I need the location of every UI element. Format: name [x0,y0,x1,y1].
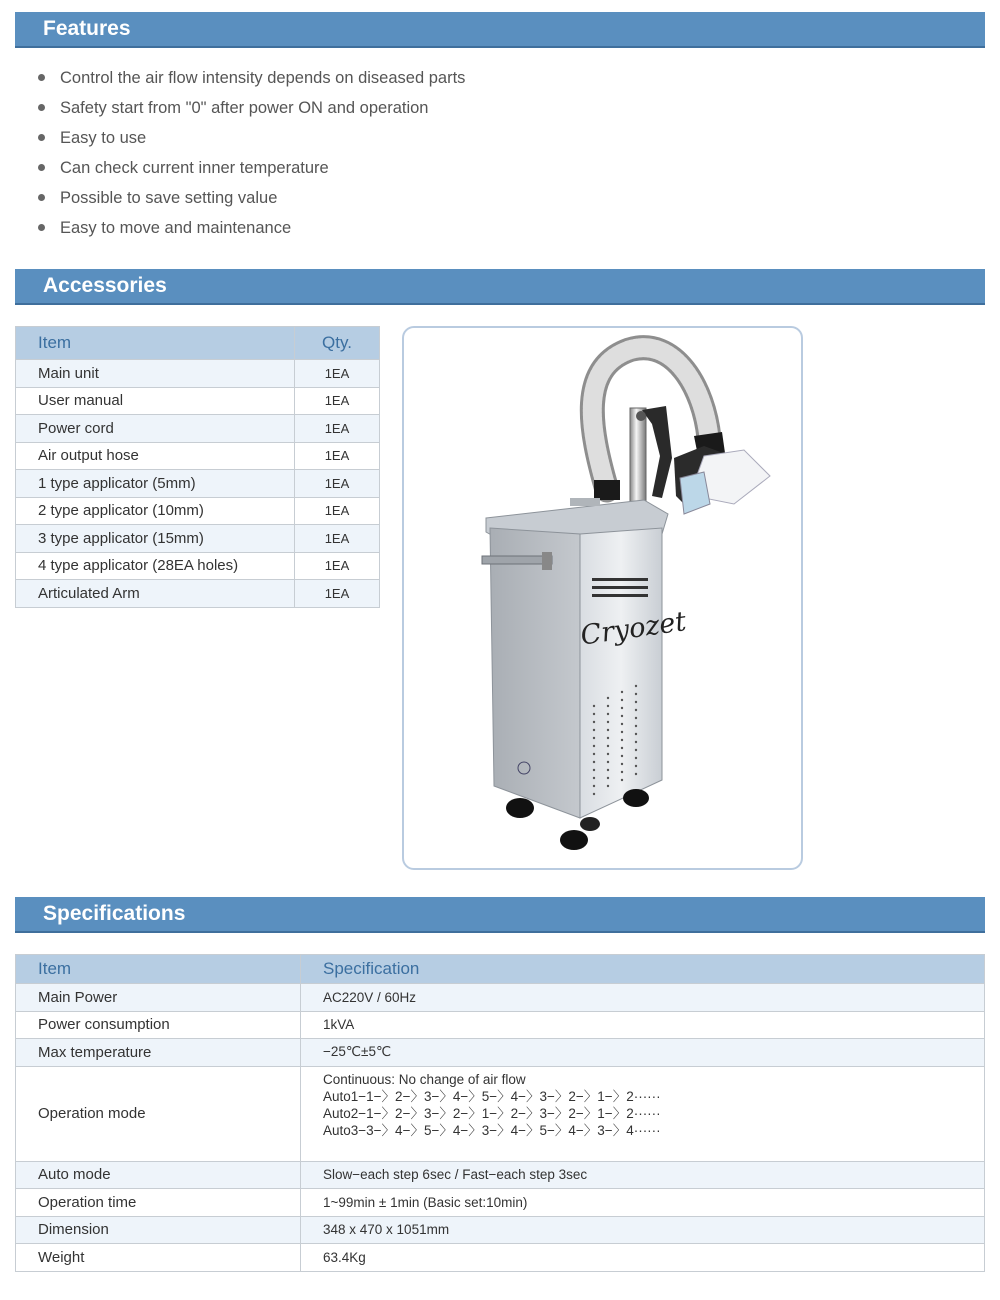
accessory-name: 3 type applicator (15mm) [16,525,295,553]
bullet-icon [38,224,45,231]
accessory-qty: 1EA [295,387,380,415]
bullet-icon [38,194,45,201]
features-list [38,63,465,243]
logo-stripe [592,586,648,589]
table-row [16,1161,985,1189]
table-row [16,580,380,608]
spec-item: Max temperature [16,1039,301,1067]
unit-side-panel [490,528,580,818]
accessories-title: Accessories [43,274,167,297]
spec-item: Auto mode [16,1161,301,1189]
table-header-row [16,327,380,360]
spec-item: Dimension [16,1216,301,1244]
accessory-qty: 1EA [295,415,380,443]
accessory-qty: 1EA [295,552,380,580]
spec-value: 63.4Kg [301,1244,985,1272]
table-row [16,470,380,498]
table-row [16,497,380,525]
feature-item: Can check current inner temperature [38,153,465,183]
spec-item: Main Power [16,984,301,1012]
spec-item: Operation mode [16,1066,301,1161]
specifications-section-header [15,897,985,933]
table-row [16,360,380,388]
accessory-name: 1 type applicator (5mm) [16,470,295,498]
accessory-name: 2 type applicator (10mm) [16,497,295,525]
spec-value [301,1066,985,1161]
bullet-icon [38,134,45,141]
bullet-icon [38,164,45,171]
accessory-name: Air output hose [16,442,295,470]
handle-bracket [542,552,552,570]
accessory-name: User manual [16,387,295,415]
table-row [16,1039,985,1067]
spec-value-line: Auto1−1−〉2−〉3−〉4−〉5−〉4−〉3−〉2−〉1−〉2······ [323,1088,661,1104]
spec-value: AC220V / 60Hz [301,984,985,1012]
table-row [16,442,380,470]
specifications-table [15,954,985,1272]
table-row [16,552,380,580]
spec-value: 1kVA [301,1011,985,1039]
accessories-table [15,326,380,608]
table-row [16,525,380,553]
table-row [16,1011,985,1039]
bullet-icon [38,104,45,111]
logo-stripe [592,578,648,581]
accessory-qty: 1EA [295,497,380,525]
feature-item: Possible to save setting value [38,183,465,213]
accessory-qty: 1EA [295,470,380,498]
spec-item: Operation time [16,1189,301,1217]
product-photo-frame [402,326,803,870]
bullet-icon [38,74,45,81]
features-title: Features [43,17,131,40]
spec-value: 1~99min ± 1min (Basic set:10min) [301,1189,985,1217]
applicator-nozzle [680,472,710,514]
articulated-arm-post [630,408,646,503]
accessory-name: Articulated Arm [16,580,295,608]
table-header-row [16,955,985,984]
feature-item: Safety start from "0" after power ON and operation [38,93,465,123]
hose-fitting-bottom [594,480,620,500]
table-row [16,415,380,443]
caster-wheel [623,789,649,807]
spec-item: Power consumption [16,1011,301,1039]
column-header-item: Item [16,327,295,360]
table-row [16,387,380,415]
unit-top-plate [570,498,600,506]
spec-value-line: Auto2−1−〉2−〉3−〉2−〉1−〉2−〉3−〉2−〉1−〉2······ [323,1105,661,1121]
specifications-title: Specifications [43,902,186,925]
brand-logo: Cryozet [578,606,689,652]
unit-front-panel [580,528,662,818]
caster-wheel [506,798,534,818]
table-row [16,1066,985,1161]
accessory-name: Power cord [16,415,295,443]
feature-item: Easy to use [38,123,465,153]
features-section-header [15,12,985,48]
table-row [16,1189,985,1217]
accessories-section-header [15,269,985,305]
product-photo [404,328,801,868]
accessory-qty: 1EA [295,442,380,470]
accessory-name: 4 type applicator (28EA holes) [16,552,295,580]
spec-value: Slow−each step 6sec / Fast−each step 3sec [301,1161,985,1189]
caster-wheel [580,817,600,831]
accessory-qty: 1EA [295,580,380,608]
feature-item: Control the air flow intensity depends on diseased parts [38,63,465,93]
column-header-qty: Qty. [295,327,380,360]
column-header-item: Item [16,955,301,984]
arm-pivot-icon [636,411,646,421]
spec-item: Weight [16,1244,301,1272]
accessory-qty: 1EA [295,360,380,388]
spec-value: −25℃±5℃ [301,1039,985,1067]
side-handle [482,556,552,564]
spec-value-line: Auto3−3−〉4−〉5−〉4−〉3−〉4−〉5−〉4−〉3−〉4······ [323,1122,661,1138]
logo-stripe [592,594,648,597]
spec-value-line: Continuous: No change of air flow [323,1071,526,1087]
table-row [16,1216,985,1244]
spec-value: 348 x 470 x 1051mm [301,1216,985,1244]
table-row [16,1244,985,1272]
column-header-specification: Specification [301,955,985,984]
table-row [16,984,985,1012]
caster-wheel [560,830,588,850]
accessory-qty: 1EA [295,525,380,553]
accessory-name: Main unit [16,360,295,388]
feature-item: Easy to move and maintenance [38,213,465,243]
